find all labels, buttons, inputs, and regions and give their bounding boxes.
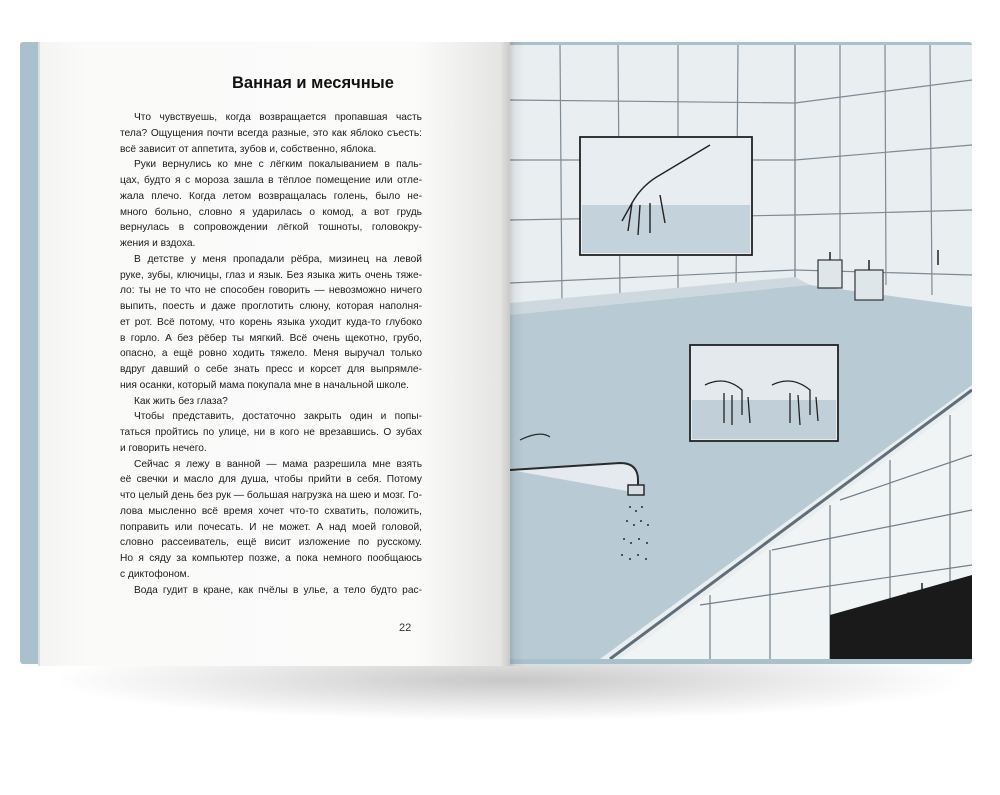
text-line: Но я сяду за компьютер позже, а пока немного пообщаюсь: [120, 553, 422, 564]
text-line: ния осанки, который мама покупала мне в начальной школе.: [120, 379, 410, 391]
chapter-title: Ванная и месячные: [232, 74, 394, 92]
text-line: Сейчас я лежу в ванной — мама разрешила мне взять: [134, 458, 422, 470]
text-line: что целый день без рук — большая нагрузка на шею и мозг. Го-: [120, 490, 422, 501]
text-line: в горло. А без рёбер ты мягкий. Всё очень щекотно, грубо,: [120, 332, 422, 344]
bathroom-illustration: [510, 45, 972, 659]
text-line: с диктофоном.: [120, 568, 190, 580]
text-line: Чтобы представить, достаточно закрыть один и попы-: [134, 411, 422, 423]
text-line: опасно, а ещё ровно ходить тяжело. Меня выручал только: [120, 348, 422, 360]
hand-picture-lower: [690, 345, 838, 441]
text-line: вдруг давший о себе знать пресс и корсет для выпрямле-: [120, 364, 422, 375]
text-line: Что чувствуешь, когда возвращается пропавшая часть: [134, 112, 422, 123]
text-line: В детстве у меня пропадали рёбра, мизинец на левой: [134, 253, 422, 265]
text-line: цах, будто я с мороза зашла в тёплое помещение или отле-: [120, 175, 422, 186]
text-line: всё зависит от аппетита, зубов и, собственно, яблока.: [120, 143, 377, 155]
text-line: словно рассеиватель, ещё висит изложение по русскому.: [120, 537, 422, 549]
text-line: вернулась в сопровождении лёгкой тошноты, головокру-: [120, 222, 422, 234]
text-line: Как жить без глаза?: [134, 395, 228, 407]
right-page-illustration: [510, 45, 972, 659]
text-line: Вода гудит в кране, как пчёлы в улье, а тело будто рас-: [134, 584, 422, 596]
text-line: жала плечо. Когда летом возвращалась голень, было не-: [120, 190, 422, 202]
text-line: выпить, поесть и даже проглотить слюну, которая наполня-: [120, 301, 422, 312]
text-line: тела? Ощущения почти всегда разные, это как яблоко съесть:: [120, 127, 422, 139]
text-line: много больно, словно я ударилась о комод, а вот грудь: [120, 206, 422, 218]
text-line: жения и вздоха.: [120, 238, 196, 249]
text-line: таться пройтись по улице, ни в кого не врезавшись. О зубах: [120, 427, 422, 438]
text-line: руке, зубы, ключицы, глаз и язык. Без языка жить очень тяже-: [120, 269, 422, 281]
text-line: ло: ты не то что не способен говорить — невозможно ничего: [120, 285, 422, 297]
text-line: и говорить нечего.: [120, 442, 207, 454]
hand-picture-upper: [580, 137, 752, 255]
chapter-body-text: [120, 110, 422, 598]
text-line: её свечки и масло для душа, чтобы прийти в себя. Потому: [120, 474, 422, 486]
text-line: Руки вернулись ко мне с лёгким покалыванием в паль-: [134, 159, 422, 171]
text-line: ет рот. Всё потому, что корень языка уходит куда-то глубоко: [120, 316, 422, 328]
page-number: 22: [399, 622, 412, 634]
text-line: поправить или почесать. И не может. А над моей головой,: [120, 521, 422, 533]
text-line: лова мысленно всё время хочет что-то схватить, положить,: [120, 505, 422, 517]
